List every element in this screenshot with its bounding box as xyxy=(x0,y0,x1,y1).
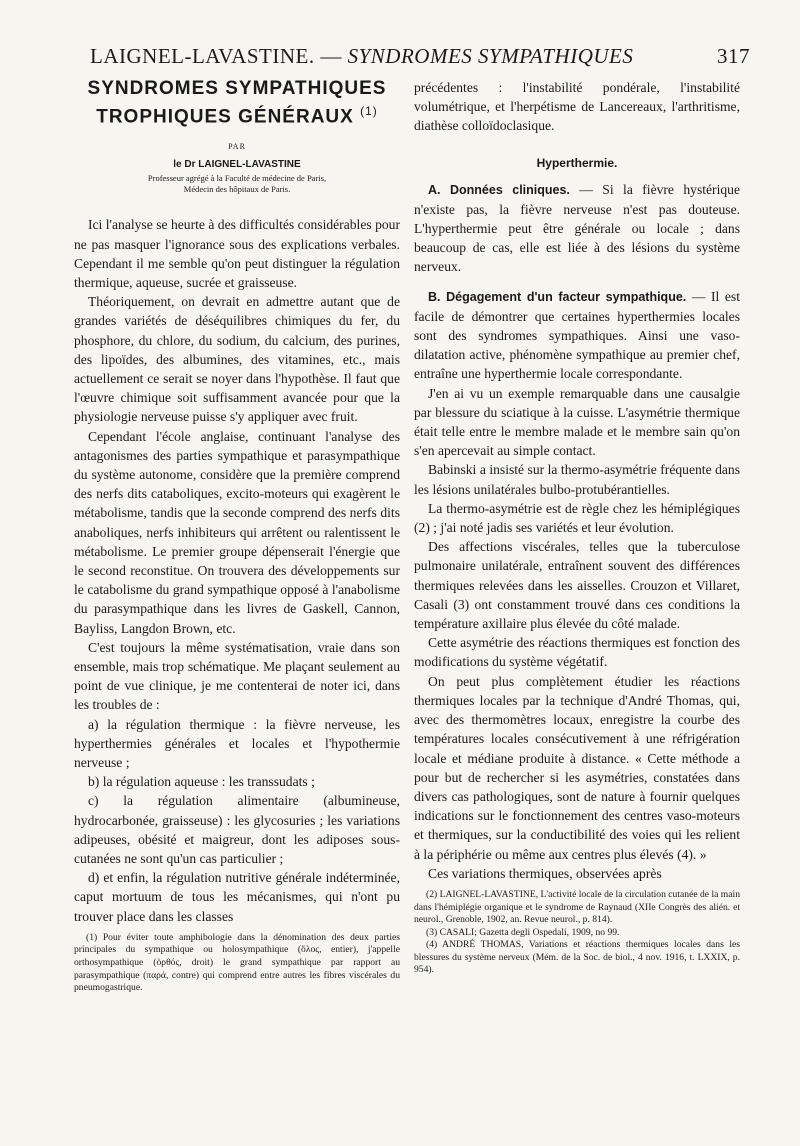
left-column xyxy=(74,78,400,995)
footnote: (3) CASALI; Gazetta degli Ospedali, 1909, no 99. xyxy=(426,926,620,938)
list-item-c: c) la régulation alimentaire (albumineuse, hydrocarbonée, graisseuse) : les glycosuries ; les variations adipeuses, obésité et maigreur, dont les adiposes sous-cutanées ne sont qu'un cas particulier ; xyxy=(74,793,400,867)
paragraph: Des affections viscérales, telles que la tuberculose pulmonaire unilatérale, entraînent souvent des différences thermiques relevées dans les aisselles. Crouzon et Villaret, Casali (3) ont constamment trouvé dans ces conditions la température axillaire plus élevée du côté malade. xyxy=(414,539,740,632)
right-body-text xyxy=(414,180,740,883)
right-footnotes xyxy=(414,889,740,977)
list-item-d: d) et enfin, la régulation nutritive générale indéterminée, caput mortuum de tous les mécanismes, qui n'ont pu trouver place dans les classes xyxy=(74,870,400,924)
page-number: 317 xyxy=(717,44,750,68)
paragraph: Babinski a insisté sur la thermo-asymétrie fréquente dans les lésions unilatérales bulbo-protubérantielles. xyxy=(414,462,740,497)
continued-paragraph: précédentes : l'instabilité pondérale, l'instabilité volumétrique, et l'herpétisme de Lancereaux, l'arthritisme, diathèse colloïdoclasique. xyxy=(414,80,740,134)
subsection-a xyxy=(414,180,740,277)
running-head-subject: SYNDROMES SYMPATHIQUES xyxy=(347,44,634,68)
subsection-a-heading: A. Données cliniques. xyxy=(428,182,570,197)
spacer xyxy=(414,277,740,287)
paragraph: Cependant l'école anglaise, continuant l'analyse des antagonismes des parties sympathique et parasympathique du système autonome, considère que la première comprend des nerfs dits cataboliques, excito-moteurs qui exagèrent le métabolisme, tandis que la seconde comprend des nerfs dits anaboliques, nerfs inhibiteurs qui arrêtent ou ralentissent le métabolisme. Le premier groupe dépenserait l'énergie que le second reconstitue. On trouvera des développements sur le catabolisme du grand sympathique opposé à l'anabolisme du parasympathique dans les livres de Gaskell, Cannon, Bayliss, Langdon Brown, etc. xyxy=(74,428,400,636)
article-title xyxy=(74,78,400,128)
footnote: (2) LAIGNEL-LAVASTINE, L'activité locale de la circulation cutanée de la main dans l'hémiplégie organique et le syndrome de Raynaud (XIIe Congrès des alién. et neurol., Grenoble, 1902, an. Revue neurol., p. 814). xyxy=(414,888,740,926)
paragraph: C'est toujours la même systématisation, vraie dans son ensemble, mais trop schématique. Me plaçant seulement au point de vue clinique, je me contenterai de noter ici, dans les troubles de : xyxy=(74,639,400,713)
subsection-a-text: — Si la fièvre hystérique n'existe pas, la fièvre nerveuse n'est pas douteuse. L'hyperthermie peut être générale ou locale ; dans beaucoup de cas, elle est liée à des lésions du système nerveux. xyxy=(414,181,740,275)
paragraph: Cette asymétrie des réactions thermiques est fonction des modifications du système végétatif. xyxy=(414,635,740,670)
by-line: PAR xyxy=(228,142,246,152)
footnote: (1) Pour éviter toute amphibologie dans la dénomination des deux parties principales du sympathique ou holosympathique (ὅλος, entier), j'appelle orthosympathique (ὀρθός, droit) le grand sympathique par rapport au parasympathique (παρά, contre) qui comprend entre autres les fibres viscérales du pneumogastrique. xyxy=(74,931,400,994)
affiliation-line: Professeur agrégé à la Faculté de médecine de Paris, xyxy=(147,173,327,184)
running-head xyxy=(90,44,750,69)
paragraph: Ici l'analyse se heurte à des difficultés considérables pour ne pas masquer l'ignorance sous des explications verbales. Cependant il me semble qu'on peut distinguer la régulation thermique, aqueuse, sucrée et graisseuse. xyxy=(74,217,400,290)
left-body-text xyxy=(74,215,400,926)
title-footnote-ref: (1) xyxy=(360,104,378,118)
paragraph: On peut plus complètement étudier les réactions thermiques locales par la technique d'André Thomas, qui, avec des thermomètres locaux, enregistre la courbe des températures locales consécutivement à une réfrigération locale et médiane produite à distance. « Cette méthode a pour but de rechercher si les asymétries, constatées dans divers cas pathologiques, sont de nature à fournir quelques indications sur le fonctionnement des centres vaso-moteurs et thermiques, sur la conductibilité des voies qui les relient à la périphérie ou même aux centres plus élevés (4). » xyxy=(414,673,740,862)
footnote: (4) ANDRÉ THOMAS, Variations et réactions thermiques locales dans les blessures du système nerveux (Mém. de la Soc. de biol., 4 nov. 1916, t. LXXIX, p. 954). xyxy=(414,939,740,976)
running-head-author: LAIGNEL-LAVASTINE. — xyxy=(90,44,342,68)
section-heading: Hyperthermie. xyxy=(536,155,618,170)
paragraph: J'en ai vu un exemple remarquable dans une causalgie par blessure du sciatique à la cuisse. L'asymétrie thermique était telle entre le membre malade et le membre sain qu'on s'en apercevait au simple contact. xyxy=(414,385,740,459)
author-affiliation xyxy=(74,173,400,195)
subsection-b-text: — Il est facile de démontrer que certaines hyperthermies locales sont des syndromes sympathiques. Ainsi une vaso-dilatation active, phénomène sympathique au premier chef, entraîne une hyperthermie locale correspondante. xyxy=(414,288,740,382)
subsection-b-heading: B. Dégagement d'un facteur sympathique. xyxy=(428,289,687,304)
article-title-line2: TROPHIQUES GÉNÉRAUX xyxy=(96,106,354,128)
paragraph: La thermo-asymétrie est de règle chez les hémiplégiques (2) ; j'ai noté jadis ses variétés et leur évolution. xyxy=(414,500,740,536)
affiliation-line: Médecin des hôpitaux de Paris. xyxy=(183,184,291,195)
paragraph: Théoriquement, on devrait en admettre autant que de grandes variétés de déséquilibres chimiques du fer, du phosphore, du chlore, du sodium, du calcium, des purines, des lipoïdes, des albumines, des vitamines, etc., mais actuellement ce serait se noyer dans l'hypothèse. Il faut que l'œuvre chimique soit suffisamment avancée pour que la physiologie nerveuse puisse s'y appliquer avec fruit. xyxy=(74,294,400,425)
list-item-b: b) la régulation aqueuse : les transsudats ; xyxy=(88,774,315,790)
subsection-b xyxy=(414,287,740,384)
left-footnotes xyxy=(74,932,400,995)
right-column xyxy=(414,78,740,977)
list-item-a: a) la régulation thermique : la fièvre nerveuse, les hyperthermies générales et locales et l'hypothermie nerveuse ; xyxy=(74,716,400,771)
article-title-line1: SYNDROMES SYMPATHIQUES xyxy=(87,78,387,99)
author-name: le Dr LAIGNEL-LAVASTINE xyxy=(173,159,301,171)
paragraph: Ces variations thermiques, observées après xyxy=(428,865,662,881)
